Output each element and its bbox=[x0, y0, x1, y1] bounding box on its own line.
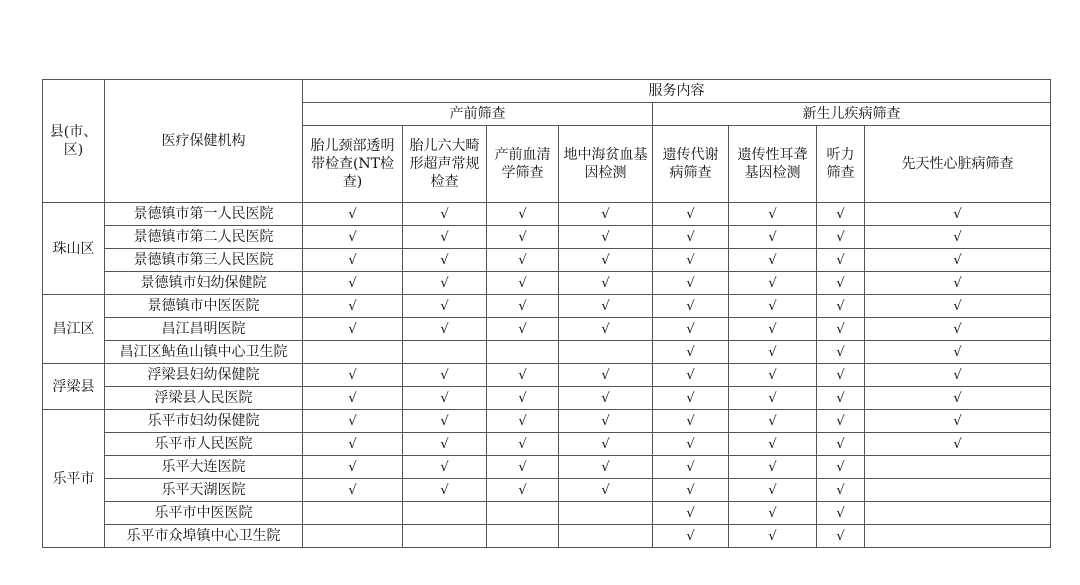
county-cell: 昌江区 bbox=[43, 295, 105, 364]
check-mark: √ bbox=[348, 482, 357, 498]
check-cell bbox=[865, 502, 1051, 525]
check-mark: √ bbox=[348, 390, 357, 406]
check-mark: √ bbox=[518, 275, 527, 291]
institution-cell: 乐平市众埠镇中心卫生院 bbox=[105, 525, 303, 548]
check-cell bbox=[303, 272, 403, 295]
check-cell bbox=[303, 203, 403, 226]
header-col-thalassemia: 地中海贫血基因检测 bbox=[559, 126, 653, 203]
check-cell bbox=[403, 433, 487, 456]
check-mark: √ bbox=[836, 344, 845, 360]
check-cell bbox=[865, 456, 1051, 479]
check-mark: √ bbox=[440, 229, 449, 245]
check-mark: √ bbox=[348, 436, 357, 452]
check-cell bbox=[559, 456, 653, 479]
institution-cell: 乐平天湖医院 bbox=[105, 479, 303, 502]
table-row bbox=[43, 364, 1051, 387]
check-cell bbox=[487, 456, 559, 479]
check-mark: √ bbox=[768, 528, 777, 544]
check-cell bbox=[653, 502, 729, 525]
check-mark: √ bbox=[440, 459, 449, 475]
check-mark: √ bbox=[686, 321, 695, 337]
check-mark: √ bbox=[348, 298, 357, 314]
check-mark: √ bbox=[348, 229, 357, 245]
check-cell bbox=[729, 387, 817, 410]
check-mark: √ bbox=[768, 344, 777, 360]
table-row bbox=[43, 387, 1051, 410]
check-cell bbox=[865, 433, 1051, 456]
check-cell bbox=[487, 203, 559, 226]
check-mark: √ bbox=[518, 436, 527, 452]
table-row bbox=[43, 479, 1051, 502]
check-cell bbox=[303, 341, 403, 364]
check-mark: √ bbox=[768, 459, 777, 475]
table-row bbox=[43, 341, 1051, 364]
header-service: 服务内容 bbox=[303, 80, 1051, 103]
check-cell bbox=[403, 502, 487, 525]
check-mark: √ bbox=[348, 413, 357, 429]
check-mark: √ bbox=[768, 321, 777, 337]
check-cell bbox=[865, 479, 1051, 502]
check-cell bbox=[653, 318, 729, 341]
check-cell bbox=[653, 341, 729, 364]
check-mark: √ bbox=[768, 436, 777, 452]
header-county: 县(市、区) bbox=[43, 80, 105, 203]
check-mark: √ bbox=[518, 298, 527, 314]
check-cell bbox=[653, 433, 729, 456]
check-cell bbox=[865, 364, 1051, 387]
check-cell bbox=[865, 525, 1051, 548]
check-cell bbox=[403, 272, 487, 295]
check-mark: √ bbox=[348, 275, 357, 291]
check-cell bbox=[403, 364, 487, 387]
check-cell bbox=[865, 249, 1051, 272]
check-cell bbox=[729, 525, 817, 548]
check-cell bbox=[487, 272, 559, 295]
check-mark: √ bbox=[686, 229, 695, 245]
table-row bbox=[43, 272, 1051, 295]
check-cell bbox=[303, 479, 403, 502]
check-cell bbox=[865, 226, 1051, 249]
check-cell bbox=[487, 433, 559, 456]
table-row bbox=[43, 410, 1051, 433]
check-cell bbox=[817, 272, 865, 295]
header-col-metabolic: 遗传代谢病筛查 bbox=[653, 126, 729, 203]
header-col-deafness: 遗传性耳聋基因检测 bbox=[729, 126, 817, 203]
check-cell bbox=[303, 318, 403, 341]
check-mark: √ bbox=[686, 413, 695, 429]
check-mark: √ bbox=[440, 321, 449, 337]
check-mark: √ bbox=[601, 298, 610, 314]
check-mark: √ bbox=[601, 206, 610, 222]
check-cell bbox=[729, 456, 817, 479]
screening-services-table bbox=[42, 79, 1051, 548]
check-cell bbox=[303, 295, 403, 318]
check-cell bbox=[403, 226, 487, 249]
check-cell bbox=[403, 456, 487, 479]
check-cell bbox=[487, 410, 559, 433]
check-cell bbox=[817, 203, 865, 226]
check-cell bbox=[303, 387, 403, 410]
check-mark: √ bbox=[518, 413, 527, 429]
check-mark: √ bbox=[836, 206, 845, 222]
check-mark: √ bbox=[440, 390, 449, 406]
check-mark: √ bbox=[601, 459, 610, 475]
check-mark: √ bbox=[348, 459, 357, 475]
check-cell bbox=[653, 410, 729, 433]
check-mark: √ bbox=[768, 298, 777, 314]
check-cell bbox=[559, 318, 653, 341]
check-mark: √ bbox=[768, 482, 777, 498]
check-cell bbox=[729, 226, 817, 249]
check-cell bbox=[817, 433, 865, 456]
institution-cell: 昌江昌明医院 bbox=[105, 318, 303, 341]
institution-cell: 浮梁县妇幼保健院 bbox=[105, 364, 303, 387]
check-mark: √ bbox=[440, 436, 449, 452]
check-cell bbox=[303, 364, 403, 387]
check-mark: √ bbox=[518, 321, 527, 337]
check-cell bbox=[559, 341, 653, 364]
check-mark: √ bbox=[836, 413, 845, 429]
check-mark: √ bbox=[768, 413, 777, 429]
check-mark: √ bbox=[953, 413, 962, 429]
check-mark: √ bbox=[768, 229, 777, 245]
check-cell bbox=[653, 249, 729, 272]
check-cell bbox=[729, 249, 817, 272]
check-cell bbox=[403, 318, 487, 341]
check-cell bbox=[865, 318, 1051, 341]
table-row bbox=[43, 295, 1051, 318]
check-mark: √ bbox=[768, 390, 777, 406]
check-mark: √ bbox=[953, 321, 962, 337]
institution-cell: 乐平市人民医院 bbox=[105, 433, 303, 456]
table-row bbox=[43, 433, 1051, 456]
check-mark: √ bbox=[686, 252, 695, 268]
header-col-hearing: 听力筛查 bbox=[817, 126, 865, 203]
check-cell bbox=[729, 295, 817, 318]
check-mark: √ bbox=[836, 321, 845, 337]
check-mark: √ bbox=[686, 298, 695, 314]
check-cell bbox=[559, 203, 653, 226]
check-cell bbox=[729, 479, 817, 502]
check-cell bbox=[487, 479, 559, 502]
check-mark: √ bbox=[836, 390, 845, 406]
check-cell bbox=[817, 410, 865, 433]
header-institution: 医疗保健机构 bbox=[105, 80, 303, 203]
header-col-heart: 先天性心脏病筛查 bbox=[865, 126, 1051, 203]
check-mark: √ bbox=[348, 367, 357, 383]
check-cell bbox=[559, 502, 653, 525]
check-mark: √ bbox=[686, 344, 695, 360]
check-cell bbox=[559, 295, 653, 318]
check-cell bbox=[729, 433, 817, 456]
check-mark: √ bbox=[518, 390, 527, 406]
check-cell bbox=[865, 410, 1051, 433]
check-cell bbox=[729, 341, 817, 364]
check-mark: √ bbox=[518, 206, 527, 222]
check-cell bbox=[817, 387, 865, 410]
check-cell bbox=[729, 502, 817, 525]
check-cell bbox=[817, 295, 865, 318]
check-mark: √ bbox=[836, 482, 845, 498]
institution-cell: 乐平大连医院 bbox=[105, 456, 303, 479]
check-cell bbox=[653, 272, 729, 295]
check-cell bbox=[865, 272, 1051, 295]
check-mark: √ bbox=[836, 275, 845, 291]
check-mark: √ bbox=[686, 206, 695, 222]
check-mark: √ bbox=[836, 252, 845, 268]
check-mark: √ bbox=[440, 482, 449, 498]
check-cell bbox=[729, 203, 817, 226]
check-mark: √ bbox=[601, 367, 610, 383]
check-mark: √ bbox=[686, 367, 695, 383]
check-cell bbox=[653, 479, 729, 502]
check-cell bbox=[403, 525, 487, 548]
table-row bbox=[43, 249, 1051, 272]
check-mark: √ bbox=[836, 367, 845, 383]
check-cell bbox=[559, 410, 653, 433]
institution-cell: 浮梁县人民医院 bbox=[105, 387, 303, 410]
check-cell bbox=[817, 502, 865, 525]
check-mark: √ bbox=[953, 390, 962, 406]
check-cell bbox=[817, 249, 865, 272]
check-cell bbox=[487, 502, 559, 525]
check-cell bbox=[817, 226, 865, 249]
check-cell bbox=[303, 525, 403, 548]
institution-cell: 景德镇市妇幼保健院 bbox=[105, 272, 303, 295]
check-cell bbox=[559, 433, 653, 456]
county-cell: 乐平市 bbox=[43, 410, 105, 548]
check-mark: √ bbox=[953, 436, 962, 452]
check-mark: √ bbox=[601, 275, 610, 291]
check-cell bbox=[303, 456, 403, 479]
check-mark: √ bbox=[518, 367, 527, 383]
check-cell bbox=[303, 226, 403, 249]
table-row bbox=[43, 226, 1051, 249]
check-cell bbox=[817, 341, 865, 364]
check-mark: √ bbox=[601, 482, 610, 498]
check-cell bbox=[653, 387, 729, 410]
check-cell bbox=[487, 249, 559, 272]
check-mark: √ bbox=[440, 413, 449, 429]
check-mark: √ bbox=[953, 367, 962, 383]
check-cell bbox=[817, 364, 865, 387]
check-mark: √ bbox=[836, 298, 845, 314]
table-row bbox=[43, 525, 1051, 548]
institution-cell: 景德镇市第二人民医院 bbox=[105, 226, 303, 249]
check-mark: √ bbox=[836, 229, 845, 245]
check-cell bbox=[403, 341, 487, 364]
check-mark: √ bbox=[768, 275, 777, 291]
check-mark: √ bbox=[601, 436, 610, 452]
check-cell bbox=[865, 203, 1051, 226]
table-row bbox=[43, 318, 1051, 341]
check-cell bbox=[817, 318, 865, 341]
institution-cell: 景德镇市中医医院 bbox=[105, 295, 303, 318]
check-cell bbox=[487, 364, 559, 387]
check-cell bbox=[729, 318, 817, 341]
check-mark: √ bbox=[953, 344, 962, 360]
check-cell bbox=[559, 226, 653, 249]
check-mark: √ bbox=[440, 298, 449, 314]
check-mark: √ bbox=[686, 436, 695, 452]
header-prenatal: 产前筛查 bbox=[303, 103, 653, 126]
table-row bbox=[43, 502, 1051, 525]
check-cell bbox=[403, 249, 487, 272]
check-cell bbox=[865, 295, 1051, 318]
check-cell bbox=[403, 387, 487, 410]
check-cell bbox=[303, 249, 403, 272]
check-mark: √ bbox=[768, 505, 777, 521]
check-cell bbox=[817, 456, 865, 479]
check-mark: √ bbox=[440, 252, 449, 268]
check-cell bbox=[403, 203, 487, 226]
check-mark: √ bbox=[601, 321, 610, 337]
check-mark: √ bbox=[836, 505, 845, 521]
check-cell bbox=[559, 525, 653, 548]
table-body bbox=[43, 203, 1051, 548]
check-mark: √ bbox=[518, 229, 527, 245]
check-cell bbox=[653, 226, 729, 249]
check-cell bbox=[559, 479, 653, 502]
check-cell bbox=[653, 295, 729, 318]
check-mark: √ bbox=[518, 459, 527, 475]
check-cell bbox=[729, 364, 817, 387]
check-cell bbox=[865, 387, 1051, 410]
check-cell bbox=[303, 502, 403, 525]
check-cell bbox=[559, 364, 653, 387]
check-cell bbox=[729, 272, 817, 295]
check-mark: √ bbox=[686, 275, 695, 291]
check-cell bbox=[653, 364, 729, 387]
table-row bbox=[43, 203, 1051, 226]
check-mark: √ bbox=[953, 298, 962, 314]
header-col-nt: 胎儿颈部透明带检查(NT检查) bbox=[303, 126, 403, 203]
check-cell bbox=[817, 479, 865, 502]
check-mark: √ bbox=[601, 413, 610, 429]
check-mark: √ bbox=[686, 505, 695, 521]
check-mark: √ bbox=[518, 252, 527, 268]
check-mark: √ bbox=[836, 436, 845, 452]
check-mark: √ bbox=[836, 528, 845, 544]
check-mark: √ bbox=[440, 367, 449, 383]
check-cell bbox=[403, 295, 487, 318]
check-mark: √ bbox=[686, 390, 695, 406]
check-mark: √ bbox=[440, 206, 449, 222]
check-cell bbox=[559, 249, 653, 272]
check-cell bbox=[487, 318, 559, 341]
check-cell bbox=[487, 387, 559, 410]
check-mark: √ bbox=[348, 206, 357, 222]
county-cell: 珠山区 bbox=[43, 203, 105, 295]
check-mark: √ bbox=[953, 275, 962, 291]
check-mark: √ bbox=[348, 321, 357, 337]
check-cell bbox=[559, 387, 653, 410]
check-cell bbox=[403, 410, 487, 433]
check-mark: √ bbox=[440, 275, 449, 291]
check-mark: √ bbox=[953, 206, 962, 222]
check-mark: √ bbox=[953, 229, 962, 245]
table-row bbox=[43, 456, 1051, 479]
check-cell bbox=[653, 456, 729, 479]
check-cell bbox=[487, 525, 559, 548]
check-mark: √ bbox=[601, 229, 610, 245]
check-mark: √ bbox=[768, 252, 777, 268]
check-mark: √ bbox=[686, 528, 695, 544]
header-col-serum: 产前血清学筛查 bbox=[487, 126, 559, 203]
check-cell bbox=[487, 341, 559, 364]
county-cell: 浮梁县 bbox=[43, 364, 105, 410]
check-mark: √ bbox=[836, 459, 845, 475]
institution-cell: 景德镇市第一人民医院 bbox=[105, 203, 303, 226]
check-cell bbox=[403, 479, 487, 502]
check-cell bbox=[303, 433, 403, 456]
header-col-ultrasound: 胎儿六大畸形超声常规检查 bbox=[403, 126, 487, 203]
check-cell bbox=[653, 525, 729, 548]
check-cell bbox=[729, 410, 817, 433]
check-mark: √ bbox=[768, 367, 777, 383]
check-cell bbox=[487, 226, 559, 249]
institution-cell: 景德镇市第三人民医院 bbox=[105, 249, 303, 272]
institution-cell: 昌江区鲇鱼山镇中心卫生院 bbox=[105, 341, 303, 364]
check-cell bbox=[303, 410, 403, 433]
check-mark: √ bbox=[518, 482, 527, 498]
check-mark: √ bbox=[768, 206, 777, 222]
check-mark: √ bbox=[601, 390, 610, 406]
check-mark: √ bbox=[348, 252, 357, 268]
header-newborn: 新生儿疾病筛查 bbox=[653, 103, 1051, 126]
check-mark: √ bbox=[686, 459, 695, 475]
check-mark: √ bbox=[601, 252, 610, 268]
institution-cell: 乐平市妇幼保健院 bbox=[105, 410, 303, 433]
check-cell bbox=[865, 341, 1051, 364]
check-cell bbox=[559, 272, 653, 295]
check-cell bbox=[817, 525, 865, 548]
check-mark: √ bbox=[953, 252, 962, 268]
institution-cell: 乐平市中医医院 bbox=[105, 502, 303, 525]
check-cell bbox=[487, 295, 559, 318]
check-mark: √ bbox=[686, 482, 695, 498]
check-cell bbox=[653, 203, 729, 226]
